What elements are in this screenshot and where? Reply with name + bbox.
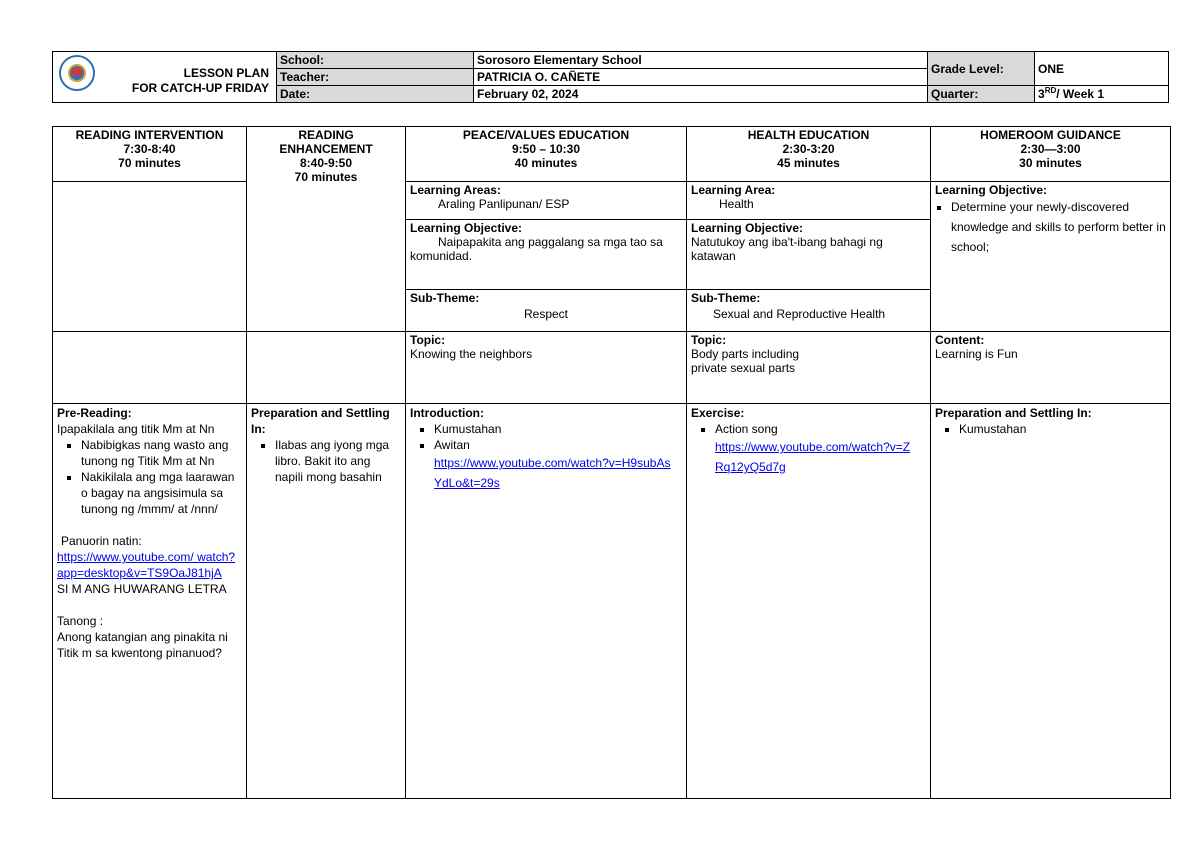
reading-intervention-blank: [53, 182, 247, 332]
reading-intervention-header: READING INTERVENTION 7:30-8:40 70 minutes: [53, 127, 247, 182]
homeroom-prep-cell: Preparation and Settling In: ▪ Kumustahan: [931, 404, 1171, 799]
reading-enhancement-topic-blank: [247, 332, 406, 404]
lesson-plan-title: LESSON PLAN: [183, 66, 269, 80]
peace-subtheme-cell: Sub-Theme: Respect: [406, 290, 687, 332]
title-cell: [53, 52, 277, 103]
quarter-label: Quarter:: [928, 86, 1035, 103]
exercise-cell: Exercise: ▪ Action song https://www.youtube.com/watch?v=ZRq12yQ5d7g: [687, 404, 931, 799]
deped-seal-icon: [59, 55, 95, 91]
lesson-plan-subtitle: FOR CATCH-UP FRIDAY: [131, 81, 269, 95]
teacher-label: Teacher:: [277, 69, 474, 86]
quarter-value: 3RD/ Week 1: [1035, 86, 1169, 103]
video-link-action-song[interactable]: https://www.youtube.com/watch?v=ZRq12yQ5d7g: [715, 440, 911, 474]
list-item: ▪ Nabibigkas nang wasto ang tunong ng Titik Mm at Nn: [81, 437, 242, 469]
health-topic-cell: Topic: Body parts including private sexual parts: [687, 332, 931, 404]
pre-reading-cell: Pre-Reading: Ipapakilala ang titik Mm at Nn ▪ Nabibigkas nang wasto ang tunong ng Titik Mm at Nn ▪ Nakikilala ang mga laarawan o bagay na angsisimula sa tunong ng /mmm/ at /nnn/ Panuorin natin: https://www.youtube.com/ watch? app=desktop&v=TS9OaJ81hjA SI M ANG HUWARANG LETRA Tanong : Anong katangian ang pinakita ni Titik m sa kwentong pinanuod?: [53, 404, 247, 799]
date-value: February 02, 2024: [474, 86, 928, 103]
list-item: ▪ Nakikilala ang mga laarawan o bagay na angsisimula sa tunong ng /mmm/ at /nnn/: [81, 469, 242, 517]
enhancement-prep-cell: Preparation and Settling In: ▪ Ilabas ang iyong mga libro. Bakit ito ang napili mong basahin: [247, 404, 406, 799]
list-item: ▪ Ilabas ang iyong mga libro. Bakit ito ang napili mong basahin: [275, 437, 401, 485]
list-item: ▪ Kumustahan: [434, 421, 682, 437]
homeroom-header: HOMEROOM GUIDANCE 2:30—3:00 30 minutes: [931, 127, 1171, 182]
health-header: HEALTH EDUCATION 2:30-3:20 45 minutes: [687, 127, 931, 182]
school-label: School:: [277, 52, 474, 69]
peace-objective-cell: Learning Objective: Naipapakita ang paggalang sa mga tao sa komunidad.: [406, 220, 687, 290]
school-value: Sorosoro Elementary School: [474, 52, 928, 69]
video-link-si-m[interactable]: https://www.youtube.com/ watch? app=desktop&v=TS9OaJ81hjA: [57, 550, 236, 580]
reading-enhancement-header: READING ENHANCEMENT 8:40-9:50 70 minutes: [247, 127, 406, 332]
homeroom-objective-cell: Learning Objective: ▪ Determine your newly-discovered knowledge and skills to perform better in school;: [931, 182, 1171, 332]
health-objective-cell: Learning Objective: Natutukoy ang iba't-ibang bahagi ng katawan: [687, 220, 931, 290]
homeroom-content-cell: Content: Learning is Fun: [931, 332, 1171, 404]
list-item: ▪ Kumustahan: [959, 421, 1166, 437]
date-label: Date:: [277, 86, 474, 103]
teacher-value: PATRICIA O. CAÑETE: [474, 69, 928, 86]
list-item: ▪ Action song: [715, 421, 926, 437]
reading-intervention-topic-blank: [53, 332, 247, 404]
homeroom-objective-bullet: ▪ Determine your newly-discovered knowledge and skills to perform better in school;: [951, 197, 1166, 257]
health-area-cell: Learning Area: Health: [687, 182, 931, 220]
lesson-table: [52, 126, 1171, 799]
grade-label: Grade Level:: [928, 52, 1035, 86]
peace-topic-cell: Topic: Knowing the neighbors: [406, 332, 687, 404]
peace-values-header: PEACE/VALUES EDUCATION 9:50 – 10:30 40 minutes: [406, 127, 687, 182]
video-link-awitan[interactable]: https://www.youtube.com/watch?v=H9subAsYdLo&t=29s: [434, 456, 671, 490]
header-table: [52, 51, 1169, 103]
introduction-cell: Introduction: ▪ Kumustahan ▪ Awitan https://www.youtube.com/watch?v=H9subAsYdLo&t=29s: [406, 404, 687, 799]
grade-value: ONE: [1035, 52, 1169, 86]
health-subtheme-cell: Sub-Theme: Sexual and Reproductive Health: [687, 290, 931, 332]
list-item: ▪ Awitan: [434, 437, 682, 453]
peace-areas-cell: Learning Areas: Araling Panlipunan/ ESP: [406, 182, 687, 220]
